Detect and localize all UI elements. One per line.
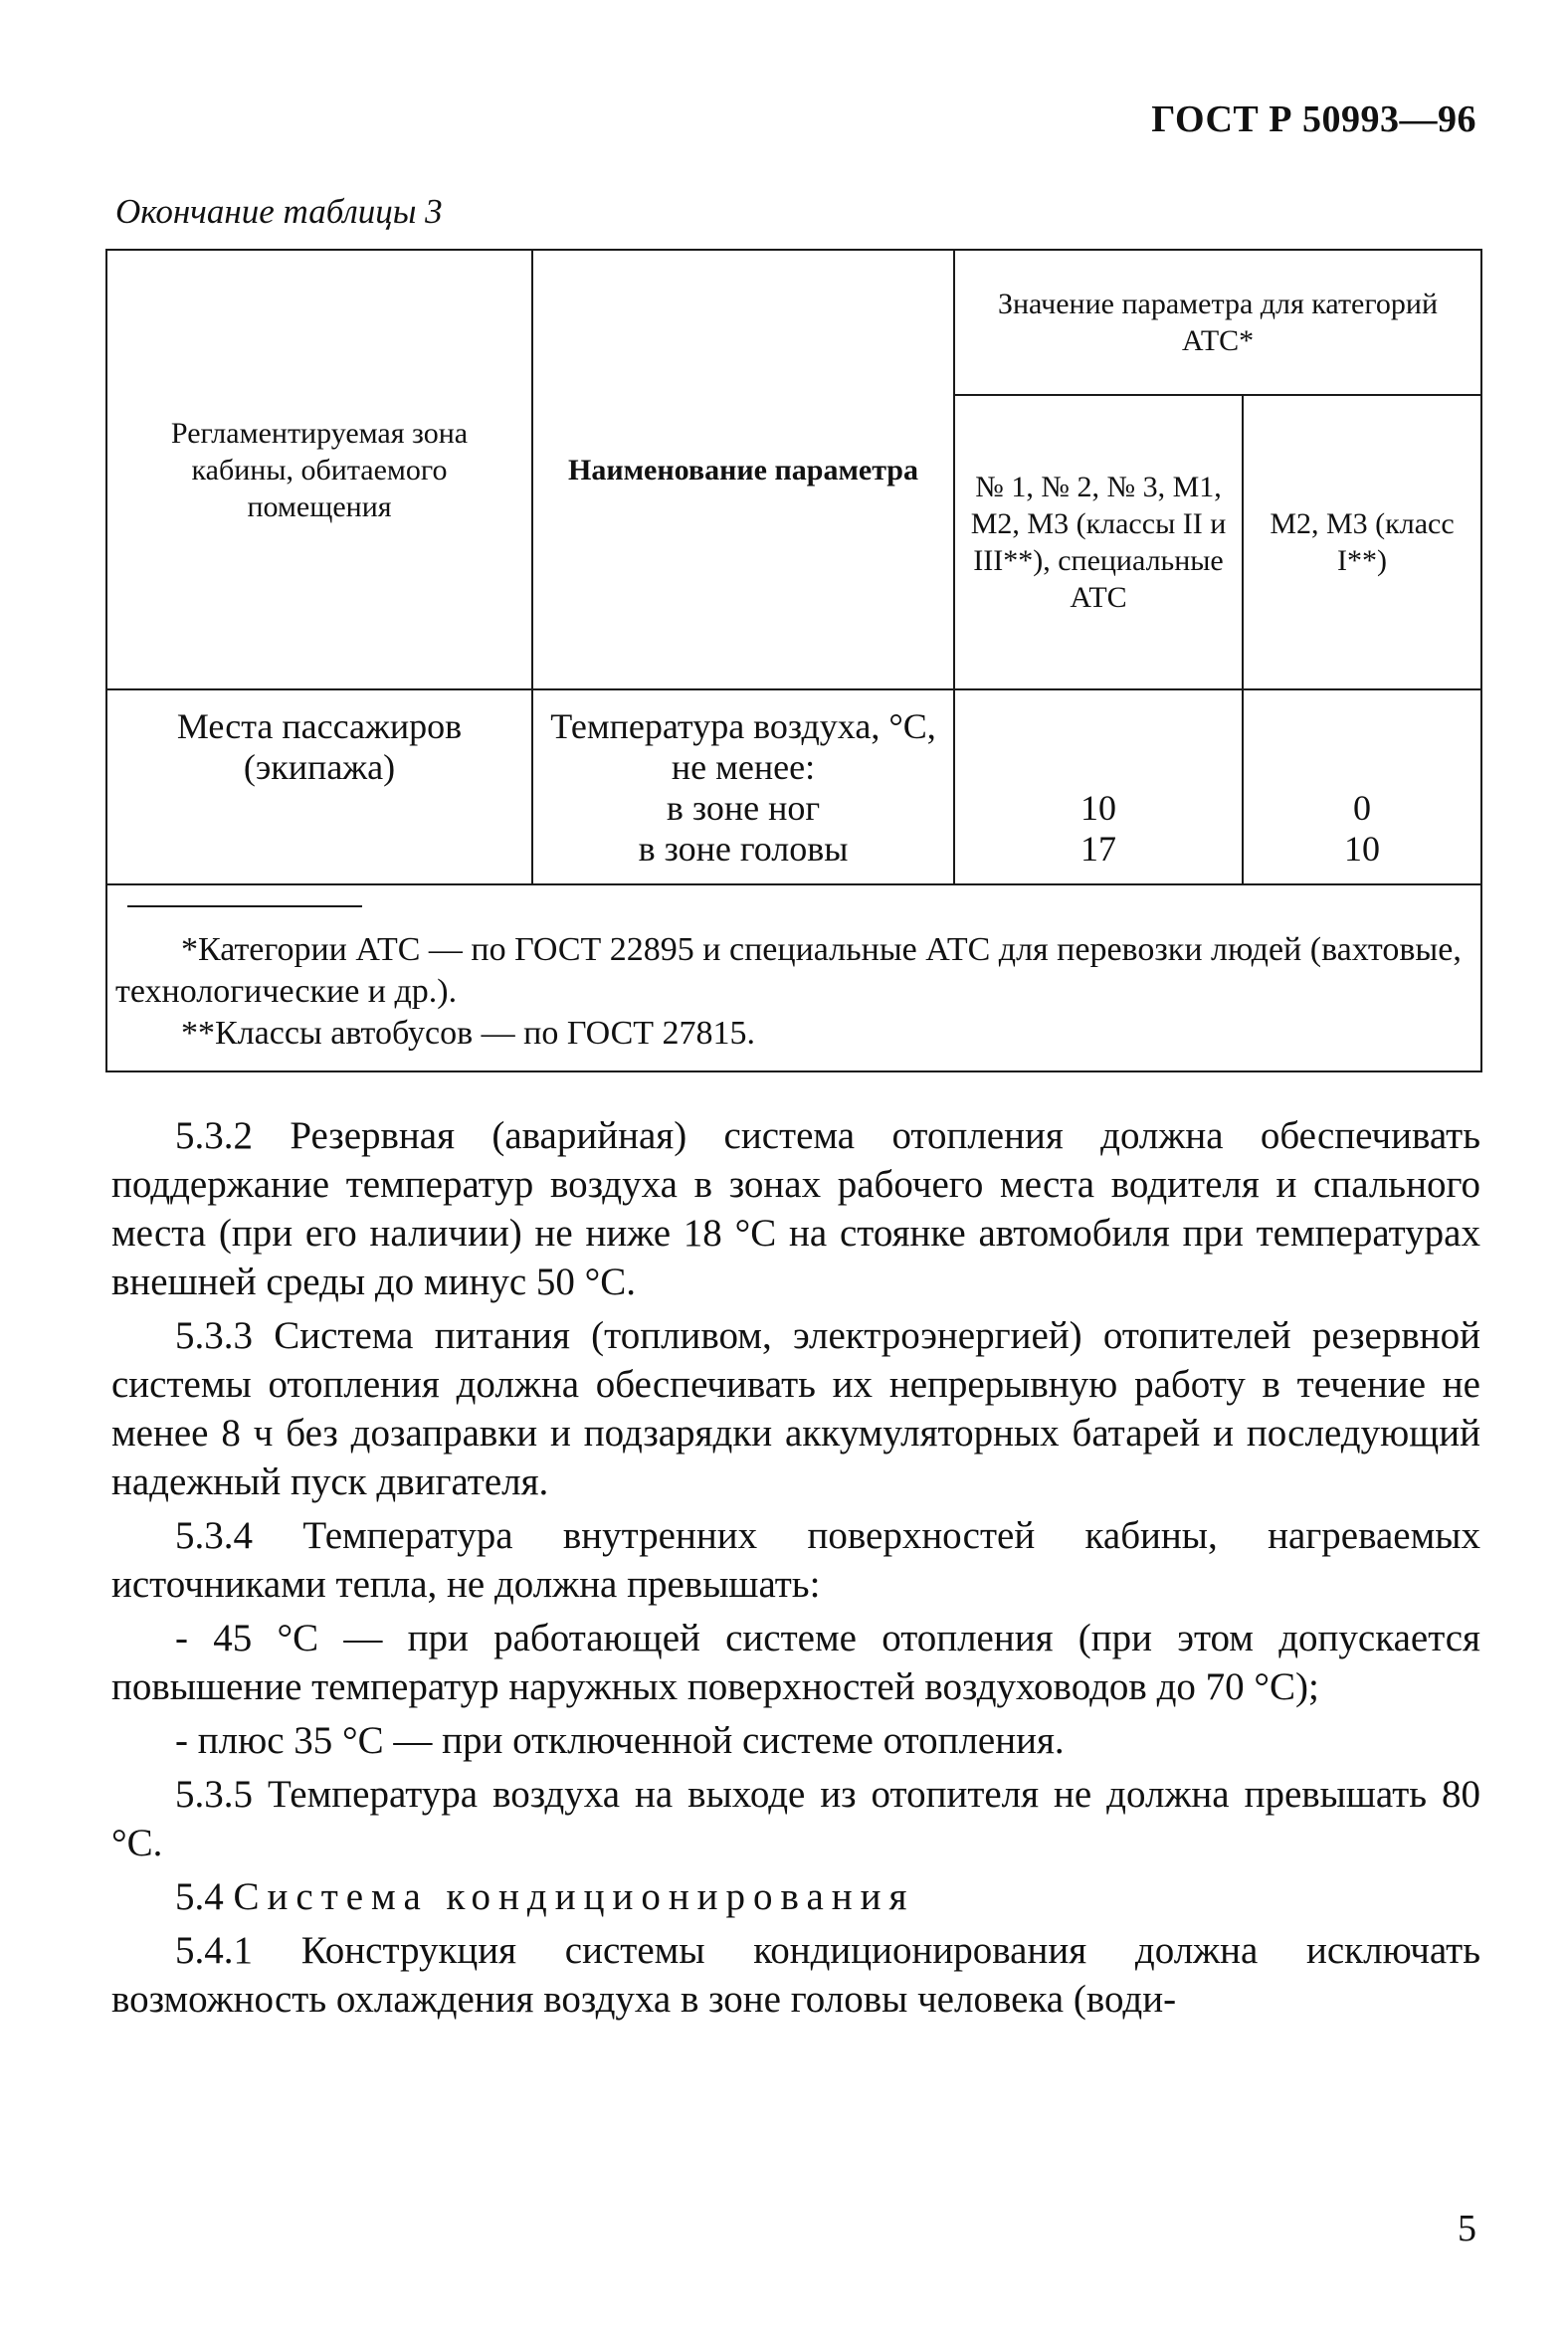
paragraph-5-3-4-item-1: - 45 °С — при работающей системе отопления (при этом допускается повышение температур наружных поверхностей воздуховодов до 70 °С);: [111, 1617, 1480, 1708]
header-value-1-text: № 1, № 2, № 3, М1, М2, М3 (классы II и III**), специальные АТС: [970, 471, 1227, 614]
section-5-4-title: Система кондиционирования: [233, 1875, 915, 1918]
header-zone-text: Регламентируемая зона кабины, обитаемого помещения: [170, 416, 469, 523]
value-1-cell: [954, 689, 1243, 884]
paragraph-5-3-2: 5.3.2 Резервная (аварийная) система отопления должна обеспечивать поддержание температур воздуха в зонах рабочего места водителя и спального места (при его наличии) не ниже 18 °С на стоянке автомобиля при температурах внешней среды до минус 50 °С.: [111, 1114, 1480, 1303]
header-value-2-text: М2, М3 (класс I**): [1270, 507, 1455, 577]
section-5-4-heading: [111, 1872, 1480, 1921]
table-notes-cell: [106, 884, 1481, 1071]
header-value-2-cell: [1243, 395, 1481, 689]
page-number: 5: [1458, 2208, 1476, 2249]
paragraph-5-3-5: 5.3.5 Температура воздуха на выходе из отопителя не должна превышать 80 °С.: [111, 1773, 1480, 1864]
footnote-rule: [127, 905, 362, 907]
body-text: [111, 1111, 1480, 2029]
header-value-group-text: Значение параметра для категорий АТС*: [997, 288, 1439, 357]
param-head-text: Температура воздуха, °С, не менее:: [550, 706, 936, 787]
zone-text: Места пассажиров (экипажа): [176, 706, 463, 787]
param-sub2-text: в зоне головы: [638, 829, 849, 869]
footnote-1: *Категории АТС — по ГОСТ 22895 и специальные АТС для перевозки людей (вахтовые, технологические и др.).: [115, 931, 1462, 1010]
standard-number: ГОСТ Р 50993—96: [1151, 98, 1476, 140]
paragraph-5-3-4: 5.3.4 Температура внутренних поверхностей кабины, нагреваемых источниками тепла, не должна превышать:: [111, 1514, 1480, 1606]
value-2-cell: [1243, 689, 1481, 884]
paragraph-5-3-4-item-2: - плюс 35 °С — при отключенной системе отопления.: [175, 1719, 1065, 1762]
table-caption: Окончание таблицы 3: [115, 192, 443, 231]
value-2-sub2: 10: [1344, 829, 1380, 869]
param-sub1-text: в зоне ног: [666, 788, 821, 828]
value-1-sub2: 17: [1080, 829, 1116, 869]
header-zone-cell: [106, 250, 532, 689]
paragraph-5-4-1: 5.4.1 Конструкция системы кондиционирования должна исключать возможность охлаждения воздуха в зоне головы человека (води-: [111, 1929, 1480, 2021]
value-2-sub1: 0: [1353, 788, 1371, 828]
zone-cell: [106, 689, 532, 884]
header-param-cell: [532, 250, 954, 689]
paragraph-5-3-3: 5.3.3 Система питания (топливом, электроэнергией) отопителей резервной системы отопления должна обеспечивать их непрерывную работу в течение не менее 8 ч без дозаправки и подзарядки аккумуляторных батарей и последующий надежный пуск двигателя.: [111, 1314, 1480, 1503]
header-value-1-cell: [954, 395, 1243, 689]
header-param-text: Наименование параметра: [567, 453, 918, 486]
parameters-table: [105, 249, 1482, 1072]
header-value-group-cell: [954, 250, 1481, 395]
value-1-sub1: 10: [1080, 788, 1116, 828]
param-cell: [532, 689, 954, 884]
footnote-2: **Классы автобусов — по ГОСТ 27815.: [181, 1015, 756, 1052]
section-5-4-number: 5.4: [175, 1875, 224, 1918]
table-container: [105, 249, 1480, 1072]
